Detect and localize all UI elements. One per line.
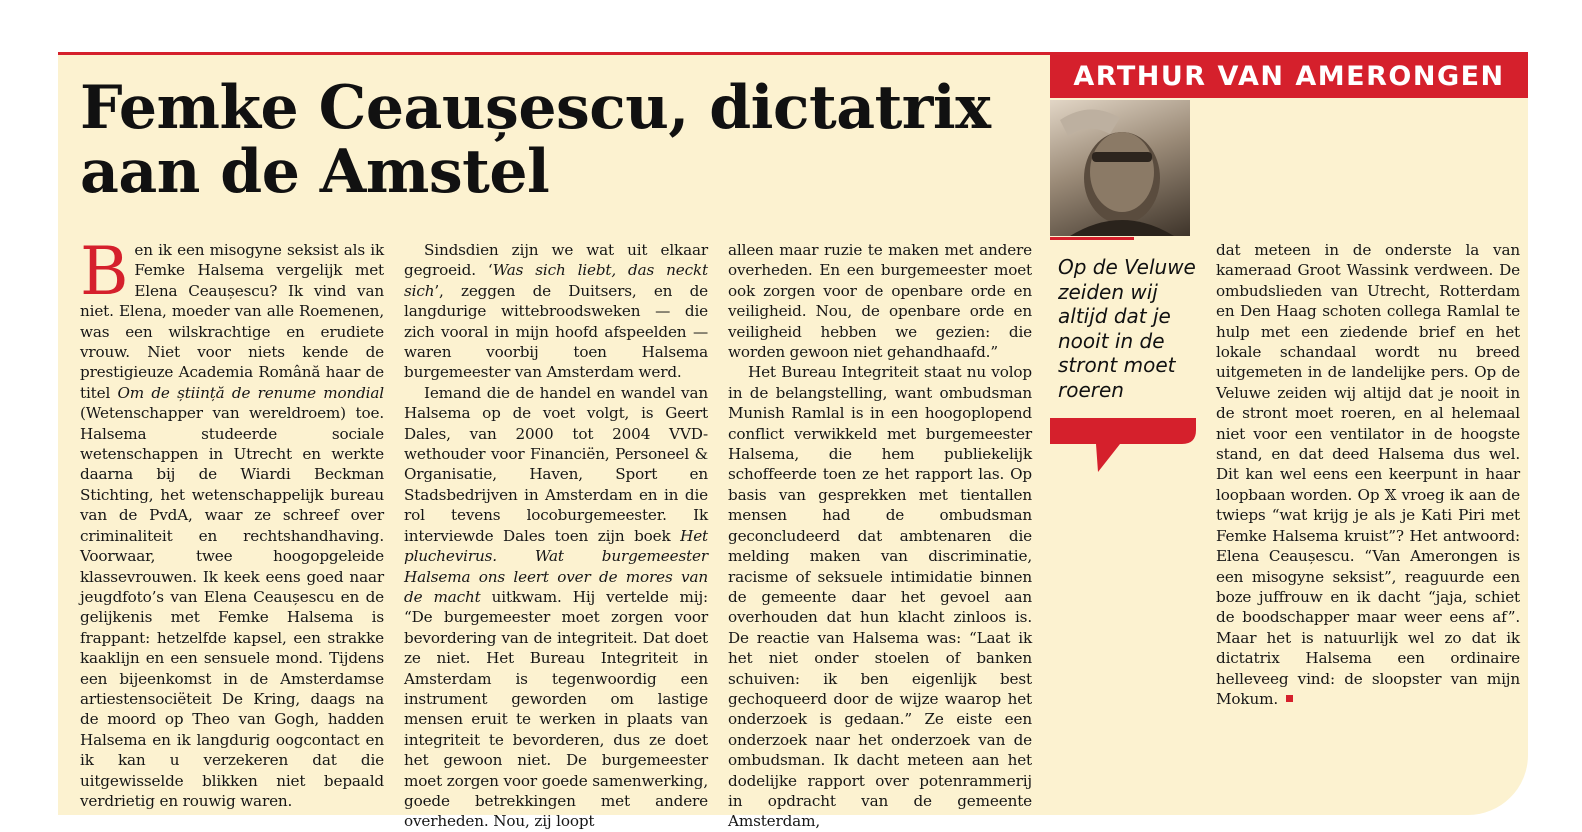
photo-divider: [1050, 237, 1134, 240]
pull-quote: Op de Veluwe zeiden wij altijd dat je nooit in de stront moet roeren: [1058, 255, 1196, 402]
article-column-3: [728, 240, 1032, 832]
headline: [80, 73, 1040, 207]
article-column-4: [1216, 240, 1520, 709]
paragraph: Sindsdien zijn we wat uit elkaar gegroeid. ‘Was sich liebt, das neckt sich’, zeggen de Duitsers, en de langdurige wittebroodsweken — die zich vooral in mijn hoofd afspeelden — waren voorbij toen Halsema burgemeester van Amsterdam werd.: [404, 241, 708, 382]
paragraph: alleen maar ruzie te maken met andere overheden. En een burgemeester moet ook zorgen voor de openbare orde en veiligheid. Nou, de openbare orde en veiligheid hebben we gezien: die worden gewoon niet gehandhaafd.”: [728, 241, 1032, 362]
paragraph: dat meteen in de onderste la van kameraad Groot Wassink verdween. De ombudslieden van Utrecht, Rotterdam en Den Haag schoten collega Ramlal te hulp met een ziedende brief en het lokale schandaal wordt nu breed uitgemeten in de landelijke pers. Op de Veluwe zeiden wij altijd dat je nooit in de stront moet roeren, en al helemaal niet voor een ventilator in de hoogste stand, en dat deed Halsema dus wel. Dit kan wel eens een keerpunt in haar loopbaan worden. Op 𝕏 vroeg ik aan de twieps “wat krijg je als je Kati Piri met Femke Halsema kruist”? Het antwoord: Elena Ceaușescu. “Van Amerongen is een misogyne seksist”, reaguurde een boze juffrouw en ik dacht “jaja, schiet de boodschapper maar weer eens af”. Maar het is natuurlijk wel zo dat ik dictatrix Halsema een ordinaire helleveeg vind: de sloopster van mijn Mokum.: [1216, 241, 1520, 708]
speech-bubble-icon: [1050, 418, 1196, 472]
article-column-2: [404, 240, 708, 832]
author-portrait-icon: [1050, 100, 1190, 236]
paragraph: Het Bureau Integriteit staat nu volop in de belangstelling, want ombudsman Munish Ramlal is in een hoogoplopend conflict verwikkeld met burgemeester Halsema, die hem publiekelijk schoffeerde toen ze het rapport las. Op basis van gesprekken met tientallen mensen had de ombudsman geconcludeerd dat ambtenaren die melding maken van discriminatie, racisme of seksuele intimidatie binnen de gemeente daar het gevoel aan overhouden dat hun klacht zinloos is. De reactie van Halsema was: “Laat ik het niet onder stoelen of banken schuiven: ik ben eigenlijk best gechoqueerd door de wijze waarop het onderzoek is gedaan.” Ze eiste een onderzoek naar het onderzoek van de ombudsman. Ik dacht meteen aan het dodelijke rapport over potenrammerij in opdracht van de gemeente Amsterdam,: [728, 363, 1032, 831]
author-photo: [1050, 100, 1190, 236]
author-byline: ARTHUR VAN AMERONGEN: [1050, 55, 1528, 98]
paragraph: Ben ik een misogyne seksist als ik Femke Halsema vergelijk met Elena Ceaușescu? Ik vind van niet. Elena, moeder van alle Roemenen, was een wilskrachtige en erudiete vrouw. Niet voor niets kende de prestigieuze Academia Română haar de titel Om de știință de renume mondial (Wetenschapper van wereldroem) toe. Halsema studeerde sociale wetenschappen in Utrecht en werkte daarna bij de Wiardi Beckman Stichting, het wetenschappelijk bureau van de PvdA, waar ze schreef over criminaliteit en rechtshandhaving. Voorwaar, twee hoogopgeleide klassevrouwen. Ik keek eens goed naar jeugdfoto’s van Elena Ceaușescu en de gelijkenis met Femke Halsema is frappant: hetzelfde kapsel, een strakke kaaklijn en een sensuele mond. Tijdens een bijeenkomst in de Amsterdamse artiestensociëteit De Kring, daags na de moord op Theo van Gogh, hadden Halsema en ik langdurig oogcontact en ik kan u verzekeren dat die uitgewisselde blikken niet bepaald verdrietig en rouwig waren.: [80, 233, 384, 810]
article-column-1: [80, 233, 384, 811]
paragraph: Iemand die de handel en wandel van Halsema op de voet volgt, is Geert Dales, van 2000 tot 2004 VVD-wethouder voor Financiën, Personeel & Organisatie, Haven, Sport en Stadsbedrijven in Amsterdam en in die rol tevens locoburgemeester. Ik interviewde Dales toen zijn boek Het pluchevirus. Wat burgemeester Halsema ons leert over de mores van de macht uitkwam. Hij vertelde mij: “De burgemeester moet zorgen voor bevordering van de integriteit. Dat doet ze niet. Het Bureau Integriteit in Amsterdam is tegenwoordig een instrument geworden om lastige mensen eruit te werken in plaats van integriteit te bevorderen, dus ze doet het gewoon niet. De burgemeester moet zorgen voor goede samenwerking, goede betrekkingen met andere overheden. Nou, zij loopt: [404, 383, 708, 831]
headline-line-2: aan de Amstel: [80, 137, 550, 207]
end-mark-icon: [1286, 695, 1293, 702]
headline-line-1: Femke Ceaușescu, dictatrix: [80, 73, 991, 143]
drop-cap: B: [80, 233, 129, 310]
